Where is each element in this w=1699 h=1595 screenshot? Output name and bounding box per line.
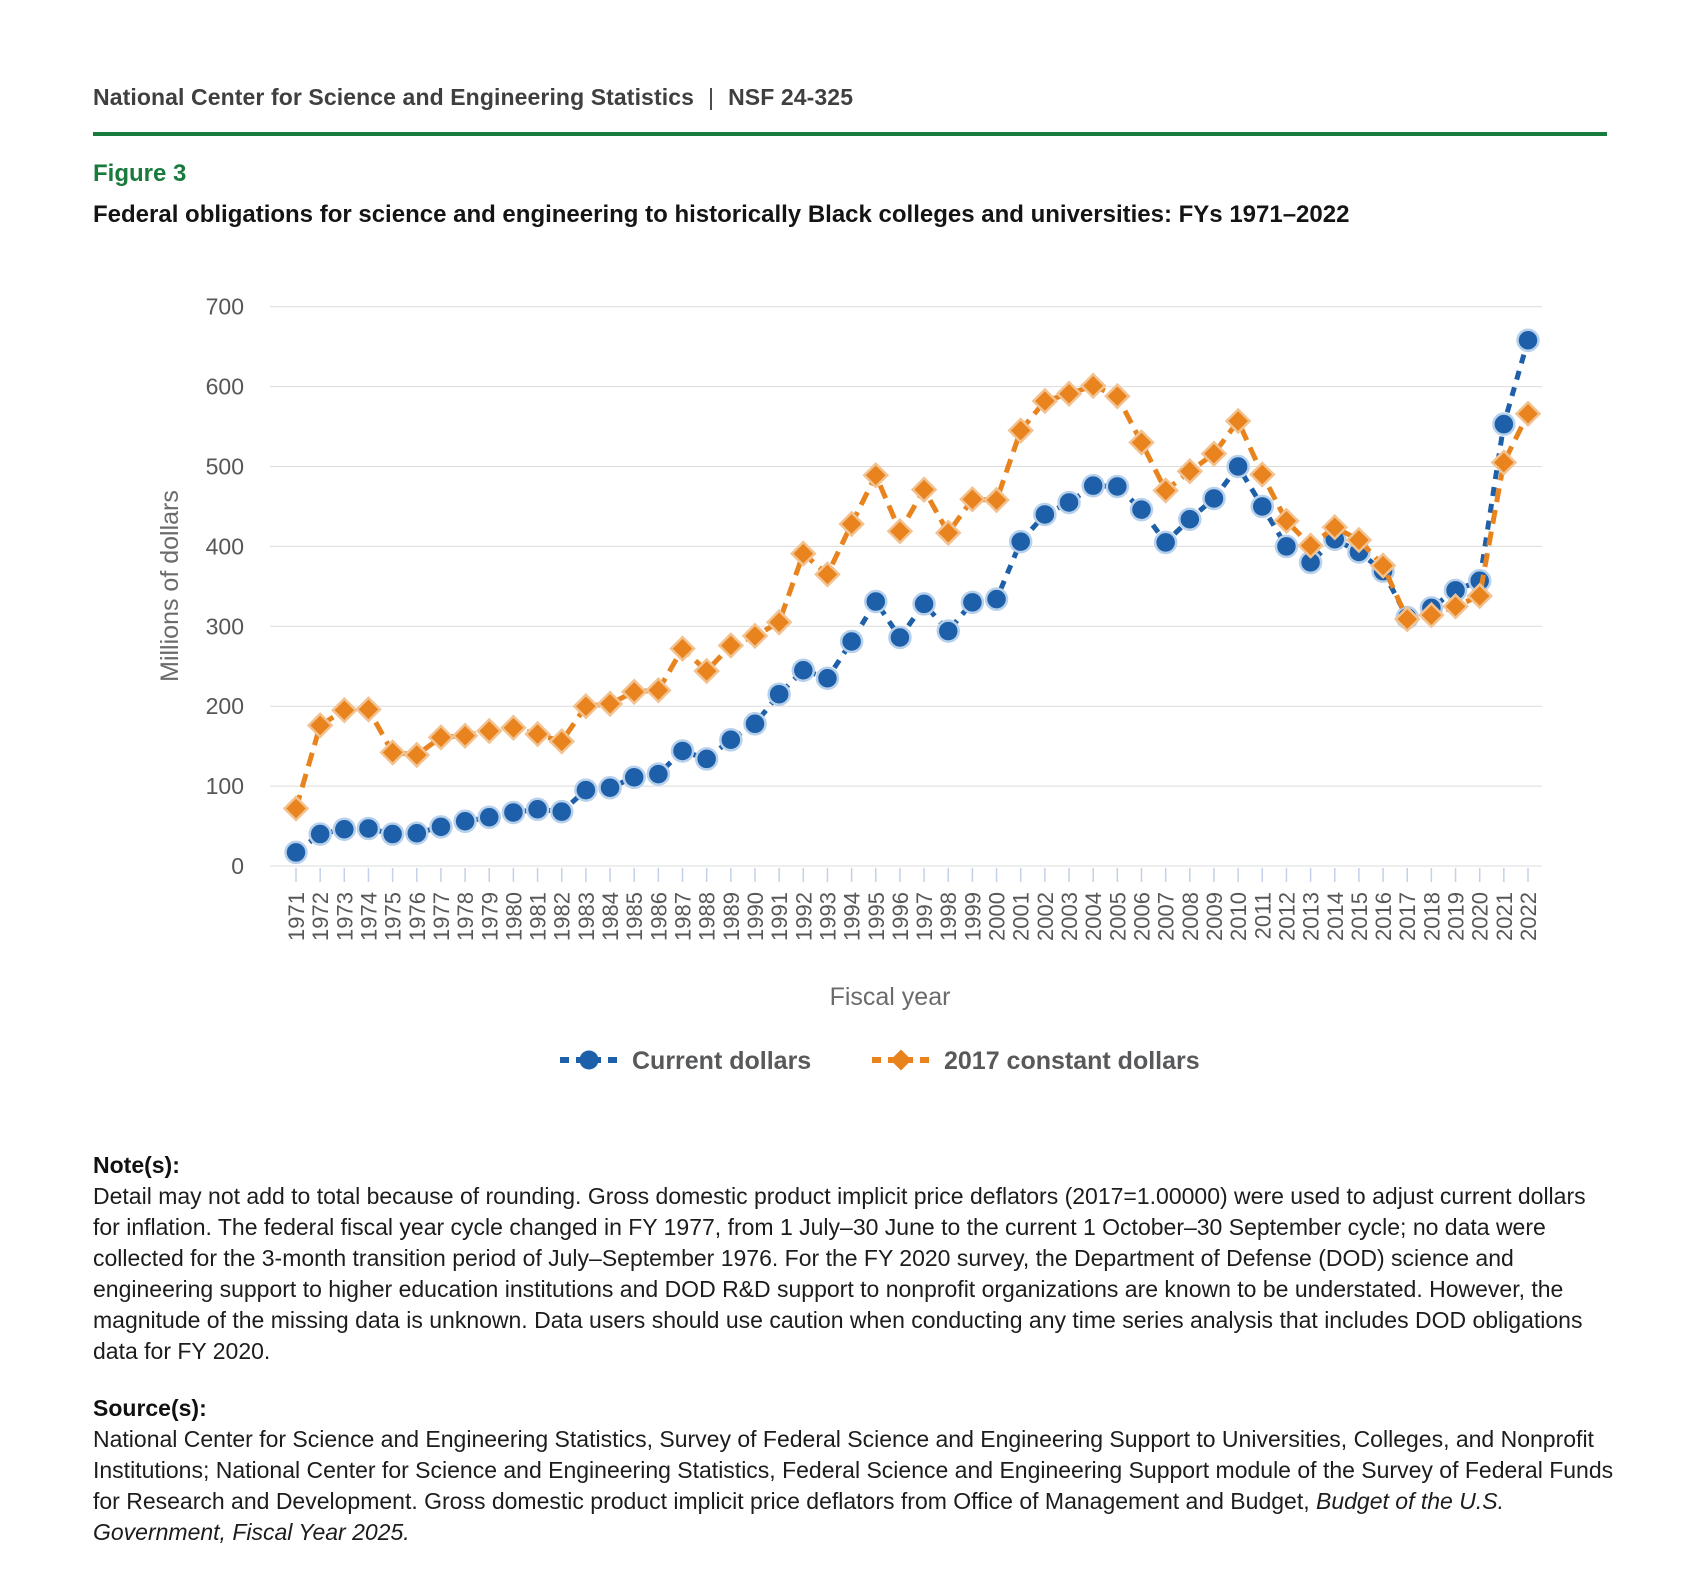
y-tick-label: 500 [205, 453, 244, 480]
x-tick-label: 2014 [1322, 892, 1348, 941]
data-point-current-dollars [286, 842, 307, 863]
data-point-constant-dollars [623, 680, 646, 703]
x-tick-label: 1998 [936, 892, 962, 941]
x-axis-tick-marks [296, 868, 1528, 882]
data-point-current-dollars [1228, 456, 1249, 477]
x-tick-label: 1992 [791, 892, 817, 941]
x-tick-label: 1972 [308, 892, 334, 941]
data-point-constant-dollars [357, 698, 380, 721]
x-tick-label: 2012 [1274, 892, 1300, 941]
data-point-constant-dollars [454, 724, 477, 747]
data-point-current-dollars [455, 811, 476, 832]
data-point-constant-dollars [1130, 431, 1153, 454]
data-point-current-dollars [889, 627, 910, 648]
data-point-current-dollars [793, 660, 814, 681]
line-chart [0, 270, 1699, 1080]
data-point-constant-dollars [864, 464, 887, 487]
header-separator: | [708, 84, 715, 110]
x-tick-label: 1980 [501, 892, 527, 941]
data-point-constant-dollars [478, 719, 501, 742]
data-point-current-dollars [744, 713, 765, 734]
data-point-constant-dollars [1082, 374, 1105, 397]
x-tick-label: 1971 [284, 892, 309, 941]
data-point-current-dollars [479, 807, 500, 828]
data-point-constant-dollars [381, 741, 404, 764]
y-tick-label: 200 [205, 693, 244, 720]
y-tick-label: 100 [205, 773, 244, 800]
x-tick-label: 2001 [1008, 892, 1034, 941]
x-tick-label: 2019 [1443, 892, 1469, 941]
data-point-constant-dollars [1178, 460, 1201, 483]
data-point-constant-dollars [671, 637, 694, 660]
data-point-current-dollars [962, 592, 983, 613]
data-point-current-dollars [382, 824, 403, 845]
data-point-current-dollars [527, 799, 548, 820]
y-tick-label: 0 [231, 853, 244, 879]
x-tick-label: 1989 [718, 892, 744, 941]
x-tick-label: 1994 [839, 892, 865, 941]
legend-label: 2017 constant dollars [944, 1047, 1200, 1075]
data-point-current-dollars [358, 818, 379, 839]
data-point-current-dollars [1252, 496, 1273, 517]
sources-body-text: National Center for Science and Engineering Statistics, Survey of Federal Science and Engineering Support to Universities, Colleges, and Nonprofit Institutions; National Center for Science and Engineering Statistics, Federal Science and Engineering Support module of the Survey of Federal Funds for Research and Development. Gross domestic product implicit price deflators from Office of Management and Budget, [93, 1426, 1614, 1514]
data-point-current-dollars [1083, 475, 1104, 496]
x-tick-label: 1973 [332, 892, 358, 941]
x-tick-label: 2005 [1105, 892, 1131, 941]
y-axis-title: Millions of dollars [156, 490, 184, 682]
data-point-current-dollars [1107, 476, 1128, 497]
x-tick-label: 2020 [1467, 892, 1493, 941]
data-point-current-dollars [720, 729, 741, 750]
data-point-current-dollars [865, 591, 886, 612]
x-tick-label: 2011 [1250, 892, 1276, 940]
x-tick-label: 2013 [1298, 892, 1324, 941]
data-point-constant-dollars [840, 513, 863, 536]
data-point-constant-dollars [768, 611, 791, 634]
data-point-current-dollars [406, 823, 427, 844]
data-point-constant-dollars [913, 478, 936, 501]
x-tick-label: 1984 [598, 892, 624, 941]
x-tick-label: 2006 [1129, 892, 1155, 941]
legend-circle-icon [580, 1051, 599, 1070]
notes-heading: Note(s): [93, 1152, 180, 1178]
x-tick-label: 2007 [1153, 892, 1179, 941]
x-tick-label: 1995 [863, 892, 889, 941]
data-point-constant-dollars [1106, 385, 1129, 408]
y-tick-label: 300 [205, 613, 244, 640]
x-tick-label: 1981 [525, 892, 551, 941]
data-point-current-dollars [672, 740, 693, 761]
data-point-current-dollars [1155, 532, 1176, 553]
x-tick-label: 2004 [1081, 892, 1107, 941]
x-tick-label: 1977 [428, 892, 454, 941]
data-point-constant-dollars [888, 520, 911, 543]
x-tick-label: 1997 [912, 892, 938, 941]
data-point-current-dollars [648, 764, 669, 785]
x-tick-label: 1993 [815, 892, 841, 941]
data-point-current-dollars [600, 777, 621, 798]
x-tick-label: 2018 [1419, 892, 1445, 941]
data-point-current-dollars [938, 621, 959, 642]
green-divider [93, 132, 1607, 136]
figure-label: Figure 3 [93, 160, 187, 187]
data-point-constant-dollars [502, 716, 525, 739]
x-tick-label: 2017 [1395, 892, 1421, 941]
sources-heading: Source(s): [93, 1395, 207, 1421]
data-point-constant-dollars [743, 624, 766, 647]
x-tick-label: 1978 [453, 892, 479, 941]
x-tick-label: 1987 [670, 892, 696, 941]
x-tick-label: 1975 [380, 892, 406, 941]
x-tick-label: 2002 [1032, 892, 1058, 941]
data-point-current-dollars [503, 802, 524, 823]
x-tick-label: 2003 [1057, 892, 1083, 941]
data-point-constant-dollars [985, 489, 1008, 512]
gridlines [270, 307, 1542, 866]
y-tick-label: 400 [205, 533, 244, 560]
data-point-current-dollars [817, 668, 838, 689]
x-tick-label: 2000 [984, 892, 1010, 941]
notes-body: Detail may not add to total because of rounding. Gross domestic product implicit price deflators (2017=1.00000) were used to adjust current dollars for inflation. The federal fiscal year cycle changed in FY 1977, from 1 July–30 June to the current 1 October–30 September cycle; no data were collected for the 3-month transition period of July–September 1976. For the FY 2020 survey, the Department of Defense (DOD) science and engineering support to higher education institutions and DOD R&D support to nonprofit organizations are known to be understated. However, the magnitude of the missing data is unknown. Data users should use caution when conducting any time series analysis that includes DOD obligations data for FY 2020. [93, 1183, 1586, 1364]
y-axis-labels [206, 294, 244, 879]
data-point-current-dollars [551, 801, 572, 822]
x-tick-label: 2016 [1371, 892, 1397, 941]
data-point-current-dollars [334, 819, 355, 840]
data-point-current-dollars [310, 824, 331, 845]
data-point-constant-dollars [719, 634, 742, 657]
data-point-current-dollars [1131, 499, 1152, 520]
x-axis-labels [284, 892, 1541, 941]
data-point-constant-dollars [1517, 402, 1540, 425]
series-line-current-dollars [296, 340, 1528, 852]
data-point-constant-dollars [816, 563, 839, 586]
data-point-current-dollars [986, 589, 1007, 610]
chart-legend [560, 1047, 1200, 1075]
data-point-current-dollars [1203, 488, 1224, 509]
x-tick-label: 2015 [1346, 892, 1372, 941]
x-tick-label: 2008 [1177, 892, 1203, 941]
header-org: National Center for Science and Engineering Statistics [93, 84, 694, 110]
data-point-current-dollars [696, 748, 717, 769]
x-tick-label: 2021 [1491, 892, 1517, 941]
x-tick-label: 1974 [356, 892, 382, 941]
data-point-constant-dollars [285, 797, 308, 820]
data-point-current-dollars [430, 816, 451, 837]
x-tick-label: 1985 [622, 892, 648, 941]
x-tick-label: 2010 [1226, 892, 1252, 941]
x-tick-label: 1983 [573, 892, 599, 941]
data-point-current-dollars [1034, 504, 1055, 525]
x-tick-label: 1979 [477, 892, 503, 941]
x-tick-label: 1976 [404, 892, 430, 941]
data-point-current-dollars [624, 767, 645, 788]
sources-body [93, 1424, 1617, 1548]
data-point-constant-dollars [333, 699, 356, 722]
data-point-constant-dollars [526, 723, 549, 746]
data-point-current-dollars [1276, 536, 1297, 557]
series-line-constant-dollars [296, 386, 1528, 809]
data-point-current-dollars [1010, 531, 1031, 552]
data-point-current-dollars [1493, 414, 1514, 435]
x-tick-label: 2022 [1516, 892, 1542, 941]
data-point-current-dollars [914, 593, 935, 614]
x-tick-label: 1982 [549, 892, 575, 941]
data-point-current-dollars [1059, 492, 1080, 513]
x-tick-label: 1988 [694, 892, 720, 941]
sources-body-italic: Budget of the U.S. Government, Fiscal Year 2025. [93, 1488, 1504, 1545]
legend-label: Current dollars [632, 1047, 812, 1075]
chart-container [0, 270, 1699, 1080]
data-point-current-dollars [841, 631, 862, 652]
y-tick-label: 700 [205, 293, 244, 320]
x-tick-label: 2009 [1201, 892, 1227, 941]
x-tick-label: 1996 [887, 892, 913, 941]
x-tick-label: 1986 [646, 892, 672, 941]
x-tick-label: 1990 [742, 892, 768, 941]
data-point-current-dollars [1179, 509, 1200, 530]
data-point-constant-dollars [1058, 382, 1081, 405]
report-header [93, 84, 853, 111]
data-point-constant-dollars [309, 714, 332, 737]
header-report-number: NSF 24-325 [728, 84, 854, 110]
legend-diamond-icon [891, 1050, 912, 1071]
data-point-constant-dollars [647, 679, 670, 702]
data-point-current-dollars [575, 780, 596, 801]
x-tick-label: 1999 [960, 892, 986, 941]
x-tick-label: 1991 [767, 892, 793, 941]
notes-and-sources [93, 1150, 1617, 1548]
figure-title: Federal obligations for science and engineering to historically Black colleges and universities: FYs 1971–2022 [93, 201, 1350, 228]
data-point-current-dollars [769, 684, 790, 705]
data-point-constant-dollars [599, 692, 622, 715]
y-tick-label: 600 [205, 373, 244, 400]
x-axis-title: Fiscal year [829, 983, 951, 1011]
data-point-current-dollars [1518, 330, 1539, 351]
data-series [285, 330, 1540, 863]
